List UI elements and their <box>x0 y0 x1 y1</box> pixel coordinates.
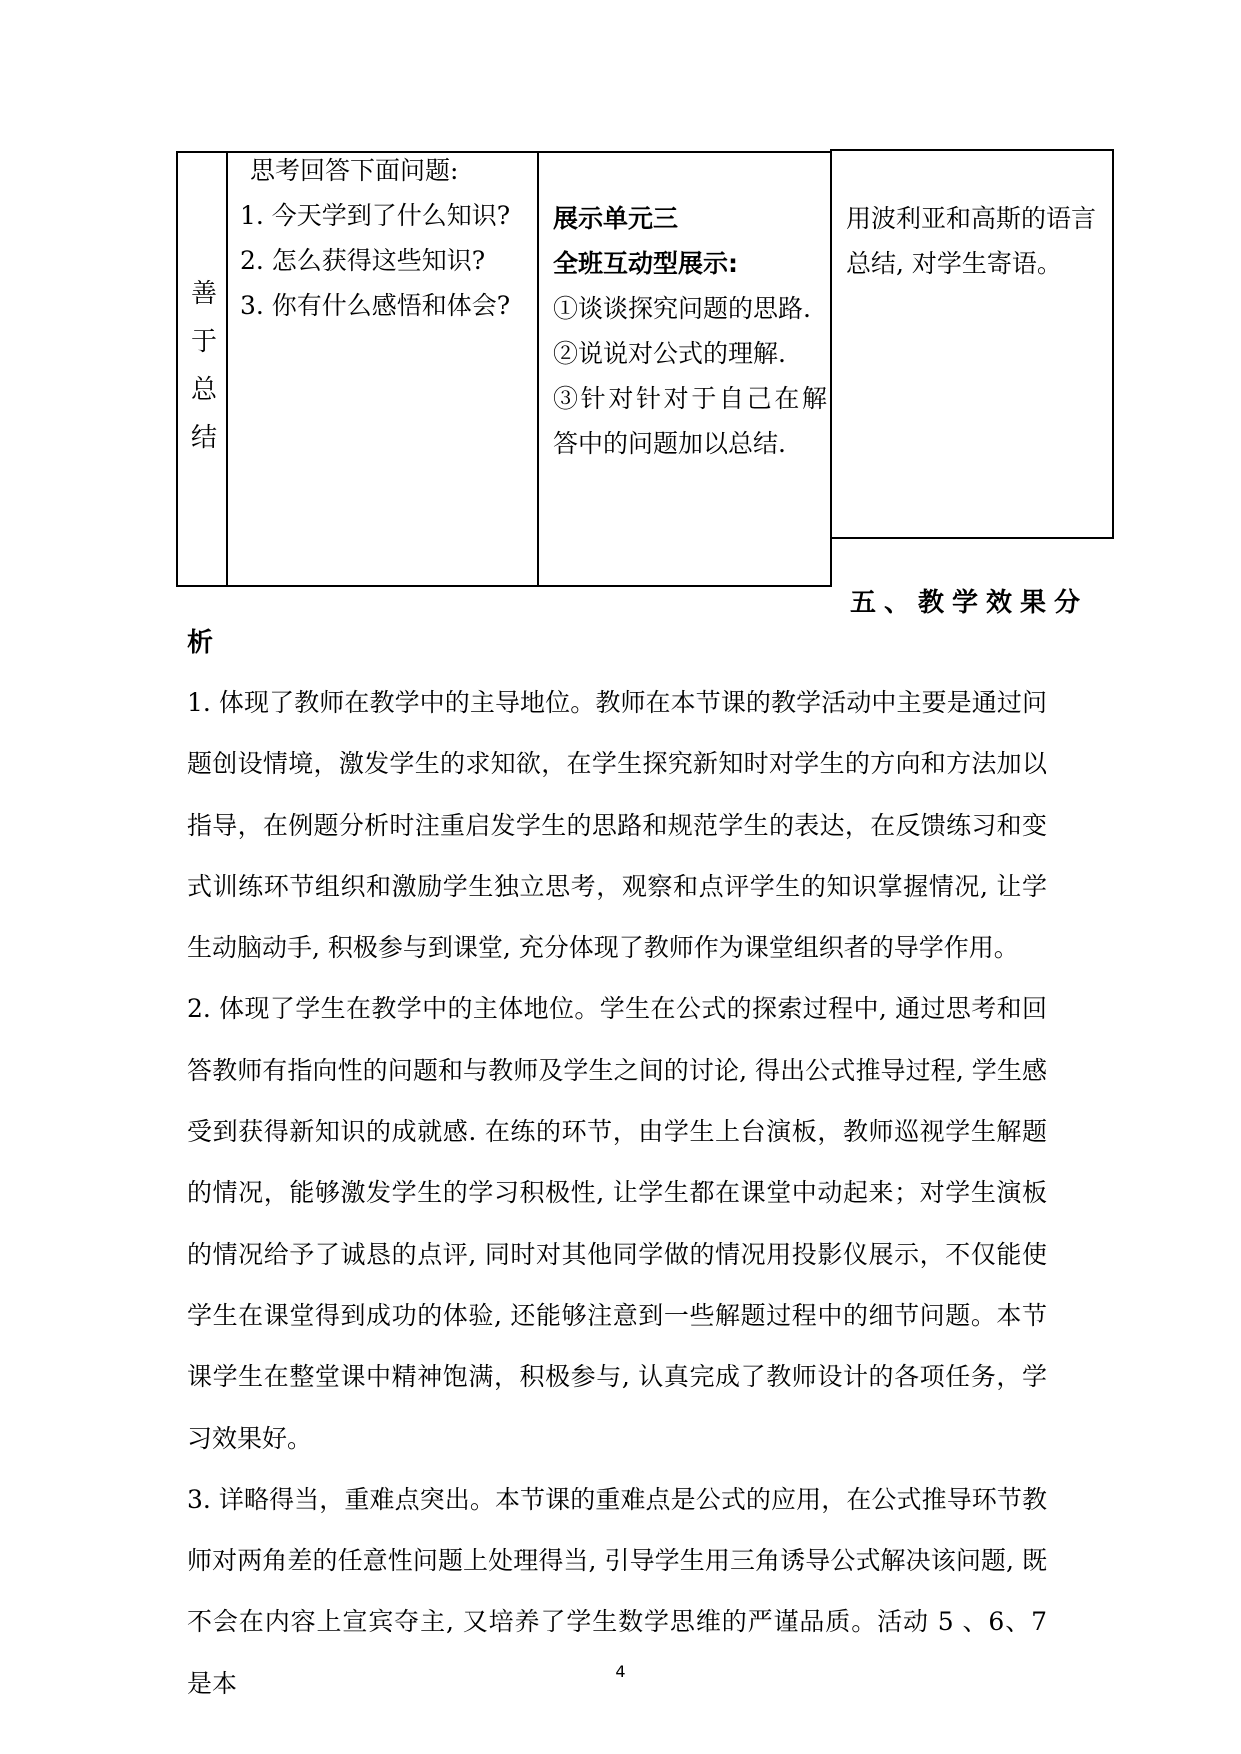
table-border-bottom-right <box>830 537 1114 539</box>
side-label-char: 结 <box>190 423 217 453</box>
table-summary-cell <box>846 196 1118 286</box>
side-label-char: 总 <box>190 375 217 405</box>
section-heading: 五、教学效果分 <box>850 588 1089 618</box>
page-number: 4 <box>615 1662 626 1681</box>
display-item: ③针对针对于自己在解答中的问题加以总结. <box>553 384 827 458</box>
table-side-label <box>180 270 228 462</box>
display-item: ①谈谈探究问题的思路. <box>553 294 811 323</box>
side-label-char: 善 <box>190 279 217 309</box>
question-item: 3. 你有什么感悟和体会? <box>240 291 511 320</box>
question-item: 2. 怎么获得这些知识? <box>240 246 486 275</box>
question-item: 1. 今天学到了什么知识? <box>240 201 511 230</box>
section-heading-continued: 析 <box>187 628 214 658</box>
display-unit-heading: 展示单元三 <box>553 204 679 233</box>
display-item: ②说说对公式的理解. <box>553 339 786 368</box>
table-border-top-right <box>831 149 1113 151</box>
table-border-left <box>176 151 178 586</box>
summary-text: 用波利亚和高斯的语言总结, 对学生寄语。 <box>846 204 1097 278</box>
table-questions-cell <box>240 148 540 328</box>
table-border-bottom-left <box>176 585 832 587</box>
questions-intro: 思考回答下面问题: <box>250 156 459 185</box>
paragraph: 3. 详略得当，重难点突出。本节课的重难点是公式的应用，在公式推导环节教师对两角差的任意性问题上处理得当, 引导学生用三角诱导公式解决该问题, 既不会在内容上宣宾夺主, 又培养了学生数学思维的严谨品质。活动 5 、6、7 是本 <box>187 1484 1047 1698</box>
table-display-cell <box>553 196 827 466</box>
analysis-body <box>187 672 1047 1714</box>
table-divider-3 <box>830 149 832 586</box>
side-label-char: 于 <box>190 327 217 357</box>
display-unit-subheading: 全班互动型展示: <box>553 249 738 278</box>
paragraph: 1. 体现了教师在教学中的主导地位。教师在本节课的教学活动中主要是通过问题创设情境，激发学生的求知欲，在学生探究新知时对学生的方向和方法加以指导，在例题分析时注重启发学生的思路和规范学生的表达，在反馈练习和变式训练环节组织和激励学生独立思考，观察和点评学生的知识掌握情况, 让学生动脑动手, 积极参与到课堂, 充分体现了教师作为课堂组织者的导学作用。 <box>187 688 1047 963</box>
paragraph: 2. 体现了学生在教学中的主体地位。学生在公式的探索过程中, 通过思考和回答教师有指向性的问题和与教师及学生之间的讨论, 得出公式推导过程, 学生感受到获得新知识的成就感. 在练的环节，由学生上台演板，教师巡视学生解题的情况，能够激发学生的学习积极性, 让学生都在课堂中动起来；对学生演板的情况给予了诚恳的点评, 同时对其他同学做的情况用投影仪展示，不仅能使学生在课堂得到成功的体验, 还能够注意到一些解题过程中的细节问题。本节课学生在整堂课中精神饱满，积极参与, 认真完成了教师设计的各项任务，学习效果好。 <box>187 994 1047 1453</box>
